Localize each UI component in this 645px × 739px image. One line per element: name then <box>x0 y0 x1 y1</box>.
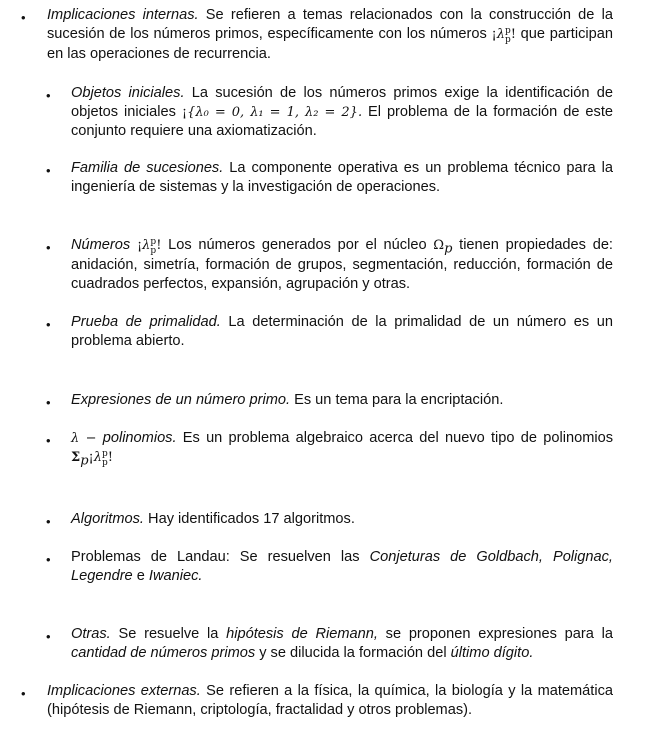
item-text: Los números generados por el núcleo <box>161 237 434 253</box>
item-title: polinomios. <box>96 430 177 446</box>
bullet-icon: • <box>46 395 51 410</box>
bullet-icon: • <box>21 686 26 701</box>
list-item-algorithms <box>71 510 613 529</box>
item-text: y se dilucida la formación del <box>255 645 451 662</box>
item-text: La sucesión de los números primos exige la identificación de objetos iniciales <box>71 85 613 121</box>
lambda-notation: ¡λ p p ! <box>136 237 162 256</box>
item-text: tienen propiedades de: anidación, simetría, formación de grupos, segmentación, reducción, formación de cuadrados perfectos, expansión, agrupación y otras. <box>71 237 613 293</box>
sigma-lambda-notation: $\Sigma_p¡\lambda$ p p ! <box>71 449 114 469</box>
item-text: El problema de la formación de este conjunto requiere una axiomatización. <box>71 104 613 140</box>
item-text: Se refieren a temas relacionados con la construcción de la sucesión de los números primos, específicamente con los números <box>47 7 613 43</box>
item-title: Objetos iniciales. <box>71 85 185 101</box>
list-item-primality-test <box>71 313 613 351</box>
lambda-symbol: λ − <box>71 431 97 446</box>
nucleus-symbol: $\Omega_p$ <box>433 238 453 257</box>
item-title: Expresiones de un número primo. <box>71 392 291 408</box>
list-item-lambda-polynomials <box>71 429 613 468</box>
emphasis-text: cantidad de números primos <box>71 645 256 662</box>
item-title: Iwaniec. <box>148 568 203 585</box>
list-item-landau-problems <box>71 548 613 586</box>
item-title: Familia de sucesiones. <box>71 160 224 176</box>
item-text: Es un problema algebraico acerca del nuevo tipo de polinomios <box>176 430 614 446</box>
bullet-icon: • <box>46 88 51 103</box>
item-text: Problemas de Landau: Se resuelven las <box>71 549 370 565</box>
initial-set-formula: {λ₀ = 0, λ₁ = 1, λ₂ = 2}. <box>187 105 363 121</box>
item-title: Conjeturas de Goldbach, Polignac, Legendre <box>71 549 613 585</box>
lambda-notation: ¡λ p p ! <box>491 26 516 46</box>
item-text: La determinación de la primalidad de un número es un problema abierto. <box>71 314 613 350</box>
bullet-icon: • <box>46 629 51 644</box>
item-text: Se refieren a la física, la química, la biología y la matemática (hipótesis de Riemann, criptología, fractalidad y otros problemas). <box>47 683 613 719</box>
item-title: Implicaciones internas. <box>47 7 199 23</box>
list-item-internal-implications <box>47 6 613 64</box>
item-text: que participan en las operaciones de recurrencia. <box>47 26 613 63</box>
bullet-icon: • <box>46 163 51 178</box>
emphasis-text: último dígito. <box>450 645 534 662</box>
list-item-numbers <box>71 236 613 294</box>
item-title: Algoritmos. <box>71 511 144 527</box>
bullet-icon: • <box>46 552 51 567</box>
item-title: Prueba de primalidad. <box>71 314 221 330</box>
bullet-icon: • <box>46 433 51 448</box>
item-text: se proponen expresiones para la <box>377 626 613 642</box>
list-item-external-implications <box>47 682 613 720</box>
list-item-others <box>71 625 613 663</box>
list-item-sequence-family <box>71 159 613 197</box>
list-item-initial-objects: Objetos iniciales. La sucesión de los números primos exige la identificación de objetos iniciales ¡{λ₀ = 0, λ₁ = 1, λ₂ = 2}. El problema de la formación de este conjunto requiere una axiomatización. <box>71 85 613 140</box>
item-text: Es un tema para la encriptación. <box>290 392 504 408</box>
list-item-prime-expressions <box>71 391 613 410</box>
item-text: Se resuelve la <box>110 626 227 642</box>
bullet-icon: • <box>46 240 51 255</box>
item-title: Implicaciones externas. <box>47 683 201 699</box>
bullet-icon: • <box>21 10 26 25</box>
item-title: Otras. <box>71 626 111 642</box>
bullet-icon: • <box>46 317 51 332</box>
emphasis-text: hipótesis de Riemann, <box>226 626 378 642</box>
bullet-icon: • <box>46 514 51 529</box>
item-text: La componente operativa es un problema técnico para la ingeniería de sistemas y la investigación de operaciones. <box>71 160 613 196</box>
item-text: Hay identificados 17 algoritmos. <box>144 511 355 527</box>
item-text: e <box>132 568 149 585</box>
item-title: Números <box>71 237 131 253</box>
